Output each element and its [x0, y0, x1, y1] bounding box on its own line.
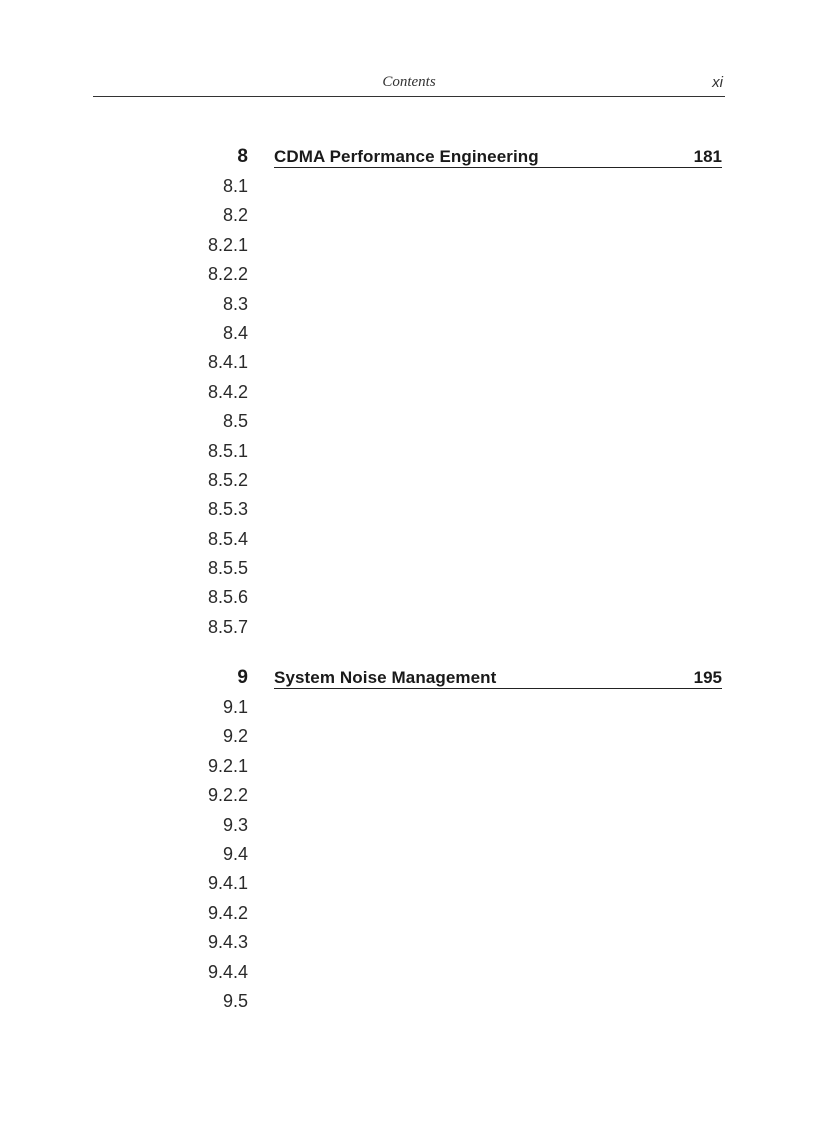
running-title: Contents [382, 74, 436, 90]
section-number: 8.5.7 [207, 616, 248, 637]
section-number: 8.5.1 [207, 440, 248, 461]
section-number: 9.4.1 [207, 873, 248, 894]
section-number: 8.5.2 [207, 469, 248, 490]
section-number: 8.2 [222, 205, 248, 226]
section-number: 9.4.4 [207, 961, 248, 982]
chapter-title-rule [274, 663, 722, 689]
section-number: 9.2.2 [207, 785, 248, 806]
section-number: 9.2 [222, 726, 248, 747]
section-number: 9.2.1 [207, 755, 248, 776]
section-number: 8.5.6 [207, 587, 248, 608]
section-list [0, 172, 816, 642]
section-number: 8.2.2 [207, 264, 248, 285]
section-number: 8.4 [222, 322, 248, 343]
section-number: 9.3 [222, 814, 248, 835]
chapter-heading [0, 142, 816, 172]
chapter-page-number: 195 [693, 668, 722, 687]
section-number: 9.5 [222, 990, 248, 1011]
section-number: 9.4.3 [207, 932, 248, 953]
chapter-number: 9 [237, 667, 248, 688]
running-head [93, 72, 725, 97]
chapter-heading [0, 663, 816, 693]
section-number: 8.5 [222, 411, 248, 432]
section-list [0, 693, 816, 1016]
chapter-title: CDMA Performance Engineering [274, 147, 539, 166]
section-number: 9.1 [222, 697, 248, 717]
section-number: 8.2.1 [207, 234, 248, 255]
section-number: 8.5.5 [207, 558, 248, 579]
chapter-page-number: 181 [693, 147, 722, 166]
chapter-entry [0, 663, 816, 1016]
section-number: 8.3 [222, 293, 248, 314]
section-number: 8.4.2 [207, 381, 248, 402]
section-number: 8.4.1 [207, 352, 248, 373]
section-number: 9.4.2 [207, 902, 248, 923]
chapter-title-rule [274, 142, 722, 168]
chapter-title: System Noise Management [274, 668, 497, 687]
page-number: xi [712, 74, 723, 91]
section-number: 8.5.4 [207, 528, 248, 549]
chapter-number: 8 [237, 146, 248, 167]
section-number: 8.1 [222, 176, 248, 196]
section-number: 9.4 [222, 843, 248, 864]
section-number: 8.5.3 [207, 499, 248, 520]
chapter-entry [0, 142, 816, 642]
